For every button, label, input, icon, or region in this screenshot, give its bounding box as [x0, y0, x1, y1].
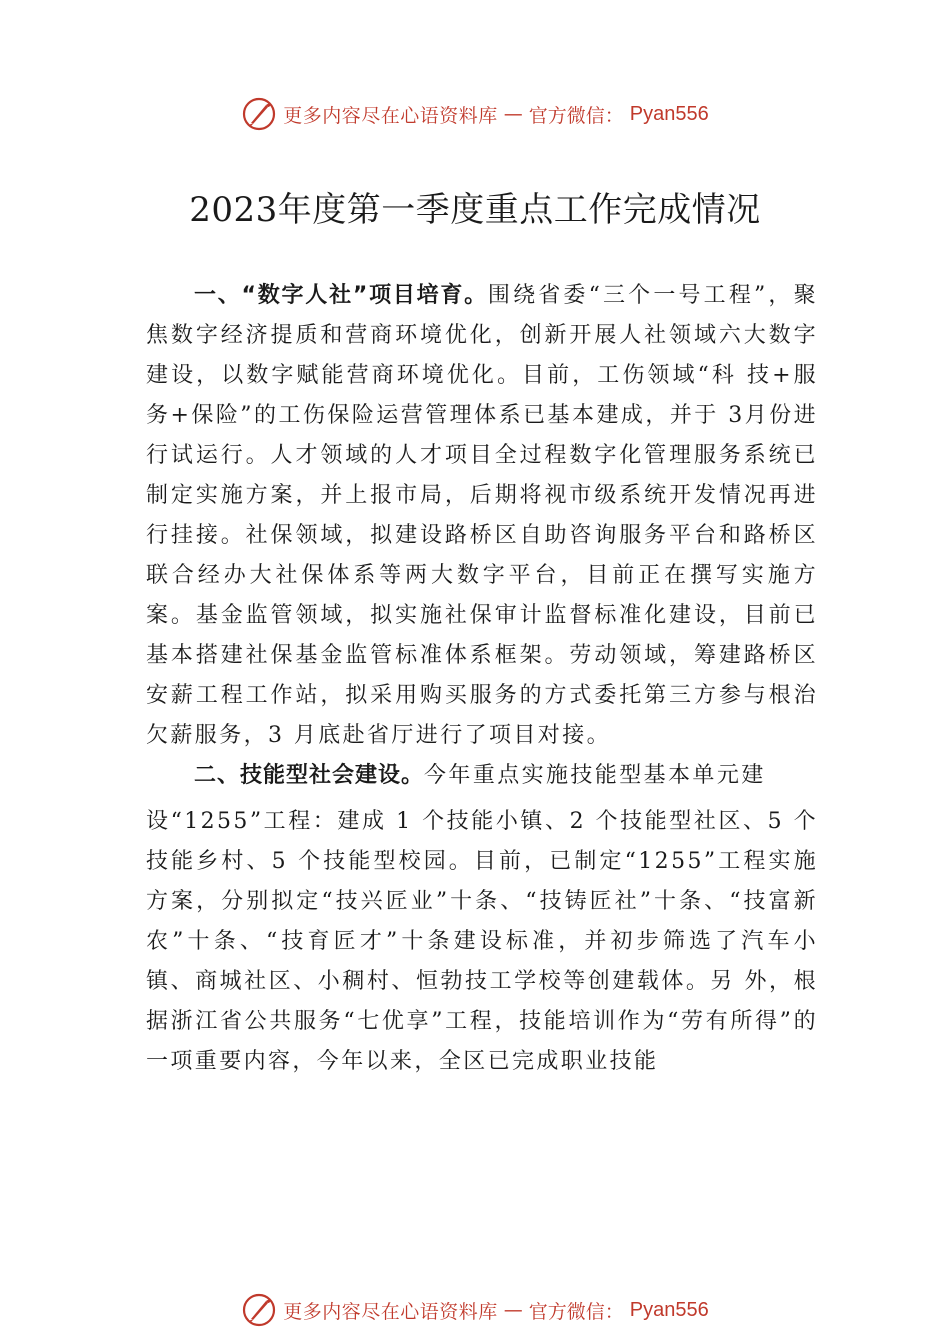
watermark-dash: — [503, 1299, 523, 1321]
watermark-contact-label: 官方微信： [528, 104, 624, 127]
watermark-dash: — [503, 103, 523, 125]
quill-pen-logo-icon [241, 96, 277, 132]
section-1-heading: 一、“数字人社”项目培育。 [194, 283, 488, 308]
watermark-text: 更多内容尽在心语资料库 [283, 1300, 498, 1323]
document-title: 2023年度第一季度重点工作完成情况 [189, 190, 761, 230]
section-1-paragraph [146, 276, 818, 756]
section-2-first-line [146, 756, 818, 796]
watermark-contact-label: 官方微信： [528, 1300, 624, 1323]
header-watermark [0, 94, 950, 134]
section-2-paragraph [146, 756, 818, 1082]
footer-watermark [0, 1290, 950, 1330]
quill-pen-logo-icon [241, 1292, 277, 1328]
section-2-heading: 二、技能型社会建设。 [194, 763, 425, 788]
section-2-body-rest: 设“1255”工程：建成 1 个技能小镇、2 个技能型社区、5 个技能乡村、5 个技能型校园。目前，已制定“1255”工程实施方案，分别拟定“技兴匠业”十条、“技铸匠社”十条、“技富新农”十条、“技育匠才”十条建设标准，并初步筛选了汽车小镇、商城社区、小稠村、恒勃技工学校等创建载体。另 外，根据浙江省公共服务“七优享”工程，技能培训作为“劳有所得”的一项重要内容，今年以来，全区已完成职业技能 [146, 809, 818, 1074]
watermark-contact-id: Pyan556 [629, 1298, 709, 1321]
section-2-body-first: 今年重点实施技能型基本单元建 [424, 763, 766, 788]
watermark-text: 更多内容尽在心语资料库 [283, 104, 498, 127]
document-body [146, 276, 818, 1082]
section-1-body: 围绕省委“三个一号工程”，聚焦数字经济提质和营商环境优化，创新开展人社领域六大数字建设，以数字赋能营商环境优化。目前，工伤领域“科 技+服务+保险”的工伤保险运营管理体系已基本建成，并于 3月份进行试运行。人才领域的人才项目全过程数字化管理服务系统已制定实施方案，并上报市局，后期将视市级系统开发情况再进行挂接。社保领域，拟建设路桥区自助咨询服务平台和路桥区联合经办大社保体系等两大数字平台，目前正在撰写实施方案。基金监管领域，拟实施社保审计监督标准化建设，目前已基本搭建社保基金监管标准体系框架。劳动领域，筹建路桥区安薪工程工作站，拟采用购买服务的方式委托第三方参与根治欠薪服务，3 月底赴省厅进行了项目对接。 [146, 283, 818, 748]
watermark-contact-id: Pyan556 [629, 102, 709, 125]
